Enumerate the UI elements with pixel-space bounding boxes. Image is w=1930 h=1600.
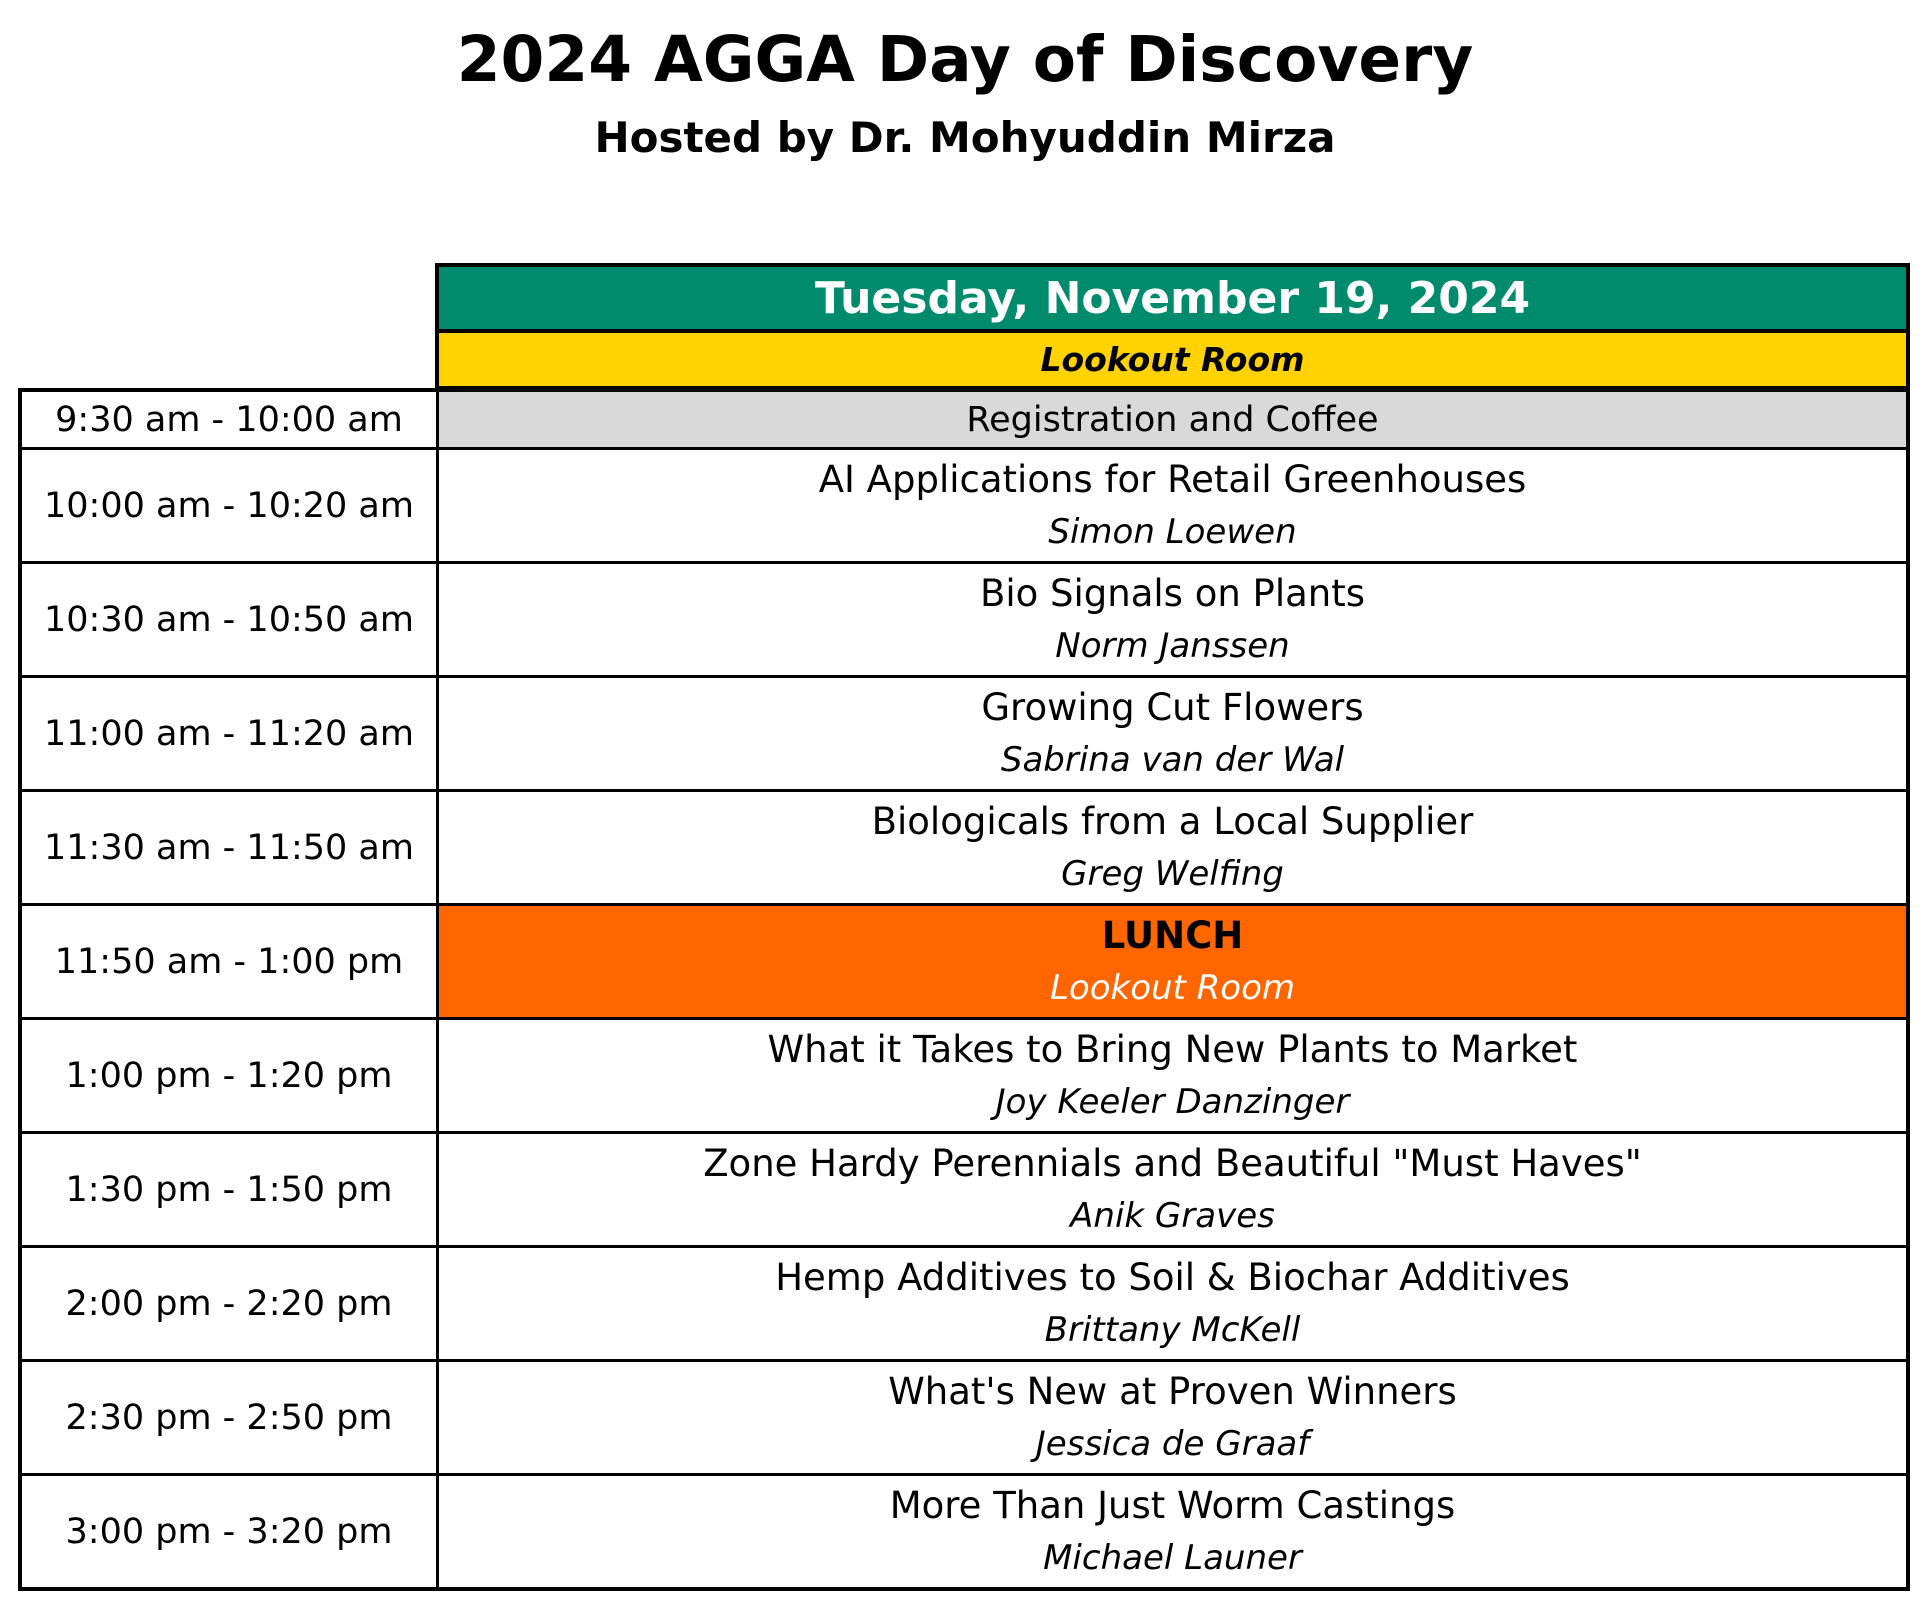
time-cell: 11:00 am - 11:20 am	[22, 678, 439, 789]
time-cell: 10:30 am - 10:50 am	[22, 564, 439, 675]
event-speaker: Brittany McKell	[1044, 1309, 1301, 1350]
time-cell: 2:30 pm - 2:50 pm	[22, 1362, 439, 1473]
event-speaker: Simon Loewen	[1048, 511, 1297, 552]
event-cell-registration	[439, 392, 1906, 447]
event-cell	[439, 450, 1906, 561]
event-title: Hemp Additives to Soil & Biochar Additives	[775, 1255, 1570, 1299]
room-header: Lookout Room	[435, 331, 1910, 390]
event-cell	[439, 1248, 1906, 1359]
schedule-row	[22, 447, 1906, 561]
schedule-row	[22, 1131, 1906, 1245]
schedule-row	[22, 1245, 1906, 1359]
time-cell: 1:30 pm - 1:50 pm	[22, 1134, 439, 1245]
event-title: Growing Cut Flowers	[981, 685, 1364, 729]
schedule-row	[22, 561, 1906, 675]
time-cell: 1:00 pm - 1:20 pm	[22, 1020, 439, 1131]
time-cell: 9:30 am - 10:00 am	[22, 392, 439, 447]
event-speaker: Jessica de Graaf	[1035, 1423, 1310, 1464]
event-cell	[439, 1362, 1906, 1473]
event-cell	[439, 1134, 1906, 1245]
event-cell-lunch	[439, 906, 1906, 1017]
event-title: More Than Just Worm Castings	[889, 1483, 1456, 1527]
schedule-row-registration	[22, 392, 1906, 447]
schedule-row	[22, 1473, 1906, 1587]
event-title: AI Applications for Retail Greenhouses	[818, 457, 1527, 501]
event-cell	[439, 678, 1906, 789]
event-cell	[439, 1020, 1906, 1131]
event-cell	[439, 1476, 1906, 1587]
event-speaker: Sabrina van der Wal	[1000, 739, 1345, 780]
page-title: 2024 AGGA Day of Discovery	[456, 23, 1474, 96]
event-cell	[439, 792, 1906, 903]
event-speaker: Anik Graves	[1070, 1195, 1275, 1236]
date-header: Tuesday, November 19, 2024	[435, 263, 1910, 333]
lunch-title: LUNCH	[1101, 913, 1244, 957]
schedule-row	[22, 1359, 1906, 1473]
event-title: What's New at Proven Winners	[888, 1369, 1457, 1413]
schedule-row	[22, 675, 1906, 789]
event-title: What it Takes to Bring New Plants to Market	[767, 1027, 1578, 1071]
schedule-row	[22, 1017, 1906, 1131]
page-subtitle: Hosted by Dr. Mohyuddin Mirza	[594, 113, 1336, 162]
time-cell: 11:30 am - 11:50 am	[22, 792, 439, 903]
lunch-room: Lookout Room	[1049, 967, 1296, 1008]
schedule-row	[22, 789, 1906, 903]
event-cell	[439, 564, 1906, 675]
event-title: Bio Signals on Plants	[979, 571, 1366, 615]
event-speaker: Michael Launer	[1043, 1537, 1302, 1578]
schedule-table	[18, 388, 1910, 1591]
schedule-row-lunch	[22, 903, 1906, 1017]
event-speaker: Norm Janssen	[1055, 625, 1290, 666]
time-cell: 11:50 am - 1:00 pm	[22, 906, 439, 1017]
event-title: Registration and Coffee	[966, 399, 1379, 440]
event-speaker: Greg Welfing	[1061, 853, 1284, 894]
event-speaker: Joy Keeler Danzinger	[995, 1081, 1350, 1122]
time-cell: 3:00 pm - 3:20 pm	[22, 1476, 439, 1587]
event-title: Biologicals from a Local Supplier	[871, 799, 1474, 843]
event-title: Zone Hardy Perennials and Beautiful "Must Haves"	[703, 1141, 1642, 1185]
time-cell: 10:00 am - 10:20 am	[22, 450, 439, 561]
time-cell: 2:00 pm - 2:20 pm	[22, 1248, 439, 1359]
